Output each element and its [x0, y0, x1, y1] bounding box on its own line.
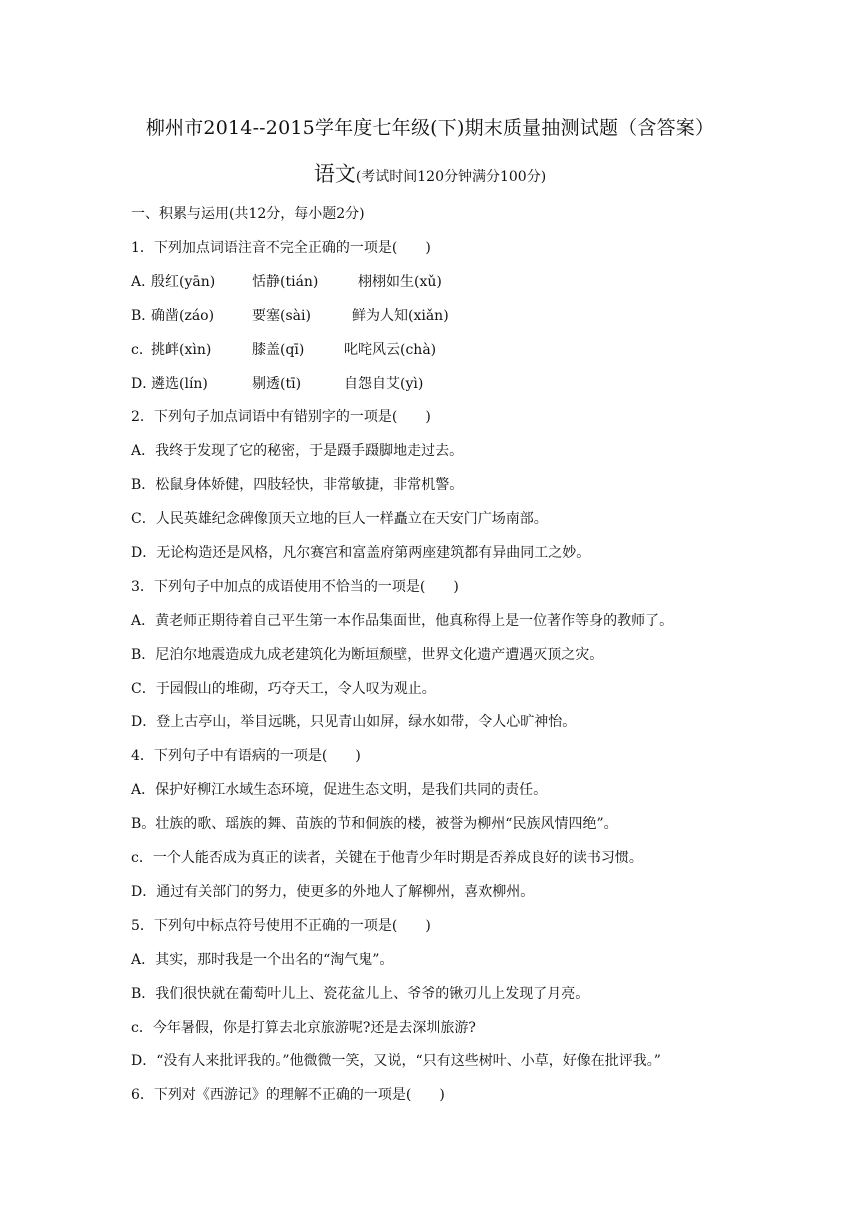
question-5-option-a: A．其实，那时我是一个出名的“淘气鬼”。	[131, 952, 394, 968]
question-3-stem: 3．下列句子中加点的成语使用不恰当的一项是( )	[131, 579, 459, 595]
option-letter: c．	[131, 342, 153, 358]
question-3-option-b: B．尼泊尔地震造成九成老建筑化为断垣颓壁，世界文化遗产遭遇灭顶之灾。	[131, 647, 604, 663]
document-subtitle	[0, 158, 860, 188]
option-letter: B．	[131, 308, 156, 324]
question-5-stem: 5．下列句中标点符号使用不正确的一项是( )	[131, 918, 431, 934]
option-item: 膝盖(qī)	[252, 342, 305, 358]
question-1-stem: 1．下列加点词语注音不完全正确的一项是( )	[131, 240, 431, 256]
question-2-option-b: B．松鼠身体娇健，四肢轻快，非常敏捷，非常机警。	[131, 477, 464, 493]
option-letter: D．	[131, 376, 157, 392]
option-item: 挑衅(xìn)	[151, 342, 212, 358]
question-1-option-d	[131, 373, 424, 393]
question-4-option-b: B。壮族的歌、瑶族的舞、苗族的节和侗族的楼，被誉为柳州“民族风情四绝”。	[131, 816, 618, 832]
subject-label: 语文	[313, 162, 356, 186]
option-item: 确凿(záo)	[151, 308, 215, 324]
exam-note: (考试时间120分钟满分100分)	[355, 169, 547, 185]
question-3-option-d: D．登上古亭山，举目远眺，只见青山如屏，绿水如带，令人心旷神怡。	[131, 714, 577, 730]
question-2-option-d: D．无论构造还是风格，凡尔赛宫和富盖府第两座建筑都有异曲同工之妙。	[131, 545, 591, 561]
question-1-option-b	[131, 305, 449, 325]
option-item: 栩栩如生(xǔ)	[358, 274, 442, 290]
question-5-option-c: c．今年暑假，你是打算去北京旅游呢?还是去深圳旅游?	[131, 1020, 476, 1036]
option-item: 遴选(lín)	[151, 376, 208, 392]
question-5-option-b: B．我们很快就在葡萄叶儿上、瓷花盆儿上、爷爷的锹刃儿上发现了月亮。	[131, 986, 590, 1002]
question-2-option-a: A．我终于发现了它的秘密，于是蹑手蹑脚地走过去。	[131, 443, 464, 459]
question-2-option-c: C．人民英雄纪念碑像顶天立地的巨人一样矗立在天安门广场南部。	[131, 511, 548, 527]
question-4-stem: 4．下列句子中有语病的一项是( )	[131, 748, 361, 764]
option-item: 恬静(tián)	[252, 274, 319, 290]
question-5-option-d: D．“没有人来批评我的。”他微微一笑，又说，“只有这些树叶、小草，好像在批评我。”	[131, 1053, 661, 1069]
question-1-option-c	[131, 339, 437, 359]
question-6-stem: 6．下列对《西游记》的理解不正确的一项是( )	[131, 1087, 445, 1103]
section-heading: 一、积累与运用(共12分，每小题2分)	[131, 206, 365, 222]
question-3-option-a: A．黄老师正期待着自己平生第一本作品集面世，他真称得上是一位著作等身的教师了。	[131, 613, 674, 629]
option-item: 自怨自艾(yì)	[344, 376, 424, 392]
option-item: 要塞(sài)	[252, 308, 311, 324]
option-item: 叱咤风云(chà)	[344, 342, 437, 358]
document-title: 柳州市2014--2015学年度七年级(下)期末质量抽测试题（含答案）	[145, 117, 715, 139]
question-1-option-a	[131, 271, 442, 291]
option-item: 鲜为人知(xiǎn)	[352, 308, 449, 324]
question-4-option-a: A．保护好柳江水域生态环境，促进生态文明，是我们共同的责任。	[131, 782, 548, 798]
question-4-option-d: D．通过有关部门的努力，使更多的外地人了解柳州，喜欢柳州。	[131, 884, 535, 900]
option-letter: A．	[131, 274, 156, 290]
option-item: 剔透(tī)	[252, 376, 302, 392]
question-4-option-c: c．一个人能否成为真正的读者，关键在于他青少年时期是否养成良好的读书习惯。	[131, 850, 643, 866]
question-2-stem: 2．下列句子加点词语中有错别字的一项是( )	[131, 409, 431, 425]
option-item: 殷红(yān)	[151, 274, 216, 290]
question-3-option-c: C．于园假山的堆砌，巧夺天工，令人叹为观止。	[131, 681, 436, 697]
